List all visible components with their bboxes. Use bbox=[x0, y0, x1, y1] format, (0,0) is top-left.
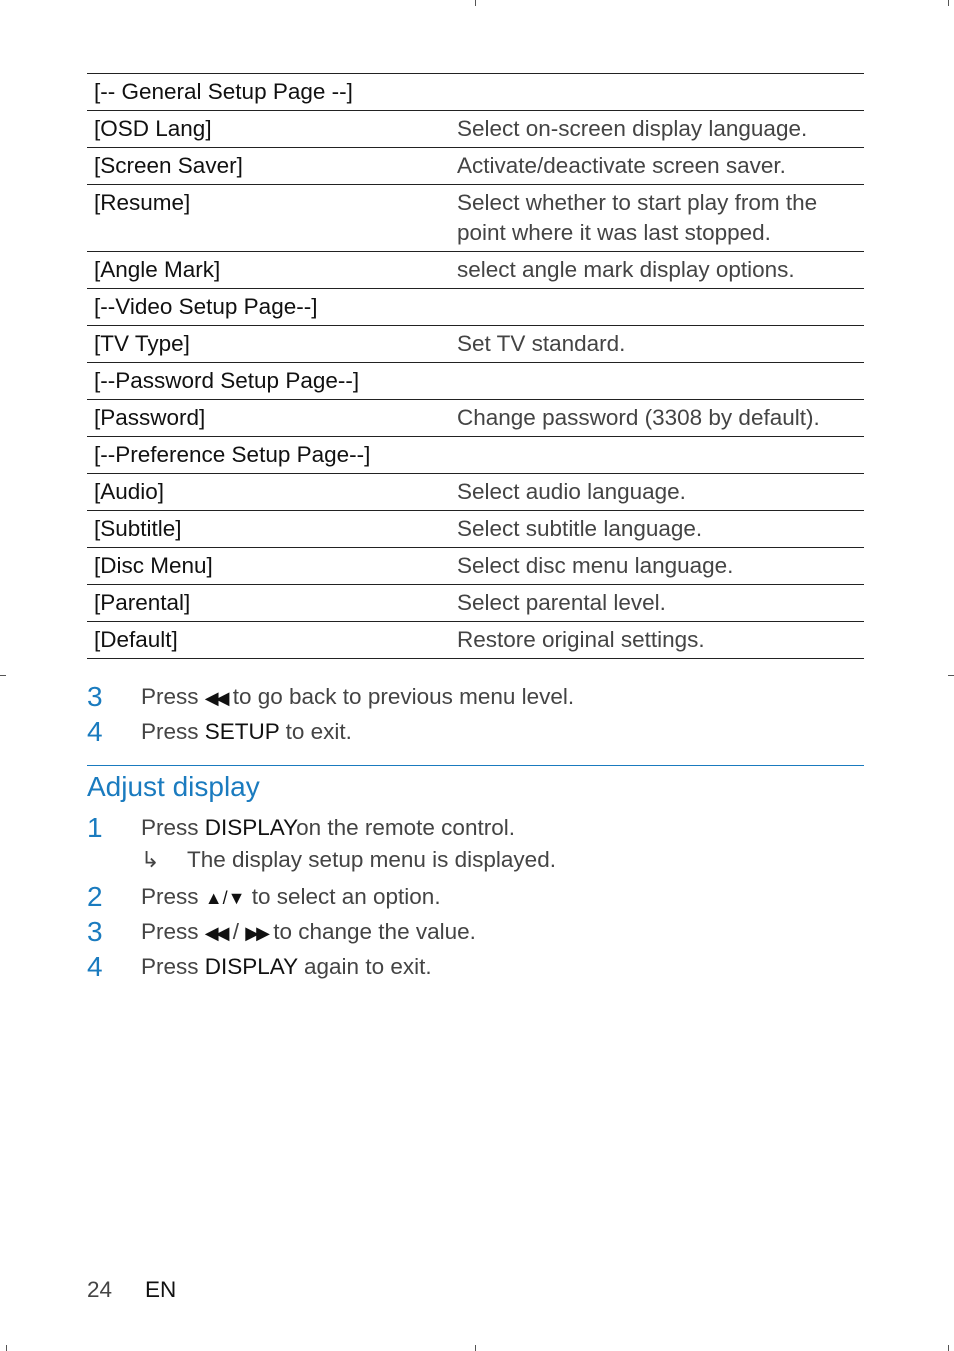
section-divider bbox=[87, 765, 864, 766]
step-4-exit bbox=[87, 715, 887, 749]
step-result bbox=[141, 845, 556, 875]
step-3-back bbox=[87, 680, 887, 714]
step-text bbox=[141, 915, 476, 950]
step-rest: to exit. bbox=[285, 719, 352, 744]
crop-mark bbox=[948, 675, 954, 676]
step-press: Press bbox=[141, 919, 199, 944]
setting-description bbox=[450, 289, 864, 326]
step-number: 3 bbox=[87, 681, 103, 712]
display-key-label: DISPLAY bbox=[204, 815, 297, 840]
step-press: Press bbox=[141, 954, 199, 979]
table-row bbox=[87, 585, 864, 622]
crop-mark bbox=[948, 0, 949, 6]
crop-mark bbox=[475, 0, 476, 6]
step-text bbox=[141, 950, 432, 984]
setting-description bbox=[450, 74, 864, 111]
table-row bbox=[87, 289, 864, 326]
setup-key-label: SETUP bbox=[204, 719, 280, 744]
up-down-arrows-icon: ▲/▼ bbox=[204, 888, 246, 908]
setting-name: [OSD Lang] bbox=[87, 111, 450, 148]
step-number: 4 bbox=[87, 951, 103, 982]
fast-forward-icon: ▶▶ bbox=[245, 923, 267, 943]
step-text bbox=[141, 680, 574, 715]
table-row bbox=[87, 400, 864, 437]
table-row bbox=[87, 148, 864, 185]
result-text: The display setup menu is displayed. bbox=[187, 847, 556, 872]
crop-mark bbox=[6, 1345, 7, 1351]
display-step-4 bbox=[87, 950, 887, 984]
step-rest: to go back to previous menu level. bbox=[232, 684, 575, 709]
setting-description: Select subtitle language. bbox=[450, 511, 864, 548]
step-number: 1 bbox=[87, 812, 103, 843]
setting-description: Select parental level. bbox=[450, 585, 864, 622]
setting-name: [--Video Setup Page--] bbox=[87, 289, 450, 326]
table-row bbox=[87, 511, 864, 548]
table-row bbox=[87, 437, 864, 474]
table-row bbox=[87, 185, 864, 252]
section-heading: Adjust display bbox=[87, 771, 260, 802]
setting-description: Change password (3308 by default). bbox=[450, 400, 864, 437]
step-text bbox=[141, 811, 515, 845]
step-press: Press bbox=[141, 719, 199, 744]
setting-name: [--Password Setup Page--] bbox=[87, 363, 450, 400]
setting-name: [Subtitle] bbox=[87, 511, 450, 548]
step-rest: on the remote control. bbox=[296, 815, 515, 840]
setting-name: [Disc Menu] bbox=[87, 548, 450, 585]
crop-mark bbox=[948, 1345, 949, 1351]
key-separator: / bbox=[232, 919, 239, 944]
step-press: Press bbox=[141, 884, 199, 909]
crop-mark bbox=[0, 675, 6, 676]
setting-description: Restore original settings. bbox=[450, 622, 864, 659]
setting-name: [Audio] bbox=[87, 474, 450, 511]
step-press: Press bbox=[141, 684, 199, 709]
rewind-icon: ◀◀ bbox=[204, 688, 227, 708]
table-row bbox=[87, 548, 864, 585]
setting-description: Select audio language. bbox=[450, 474, 864, 511]
setting-description: Set TV standard. bbox=[450, 326, 864, 363]
language-code: EN bbox=[145, 1277, 177, 1302]
setting-name: [TV Type] bbox=[87, 326, 450, 363]
setting-name: [--Preference Setup Page--] bbox=[87, 437, 450, 474]
display-step-1 bbox=[87, 811, 887, 845]
setting-name: [-- General Setup Page --] bbox=[87, 74, 450, 111]
setting-description: Activate/deactivate screen saver. bbox=[450, 148, 864, 185]
table-row bbox=[87, 622, 864, 659]
table-row bbox=[87, 74, 864, 111]
step-rest: to change the value. bbox=[273, 919, 476, 944]
table-row bbox=[87, 363, 864, 400]
step-text bbox=[141, 715, 352, 749]
step-number: 4 bbox=[87, 716, 103, 747]
table-row bbox=[87, 252, 864, 289]
setting-description: Select on-screen display language. bbox=[450, 111, 864, 148]
setting-name: [Screen Saver] bbox=[87, 148, 450, 185]
setting-description: Select disc menu language. bbox=[450, 548, 864, 585]
setting-description: select angle mark display options. bbox=[450, 252, 864, 289]
step-text bbox=[141, 880, 441, 915]
rewind-icon: ◀◀ bbox=[204, 923, 227, 943]
setting-description bbox=[450, 363, 864, 400]
setting-description: Select whether to start play from the point where it was last stopped. bbox=[450, 185, 864, 252]
setting-name: [Angle Mark] bbox=[87, 252, 450, 289]
step-press: Press bbox=[141, 815, 199, 840]
settings-table bbox=[87, 73, 864, 659]
setting-name: [Resume] bbox=[87, 185, 450, 252]
page-number: 24 bbox=[87, 1277, 113, 1302]
table-row bbox=[87, 326, 864, 363]
setting-name: [Default] bbox=[87, 622, 450, 659]
setting-name: [Password] bbox=[87, 400, 450, 437]
display-step-3 bbox=[87, 915, 887, 949]
table-row bbox=[87, 111, 864, 148]
step-number: 2 bbox=[87, 881, 103, 912]
crop-mark bbox=[475, 1345, 476, 1351]
step-rest: to select an option. bbox=[251, 884, 441, 909]
result-arrow-icon: ↳ bbox=[141, 847, 160, 872]
display-key-label: DISPLAY bbox=[204, 954, 298, 979]
table-row bbox=[87, 474, 864, 511]
display-step-2 bbox=[87, 880, 887, 914]
step-number: 3 bbox=[87, 916, 103, 947]
setting-name: [Parental] bbox=[87, 585, 450, 622]
step-rest: again to exit. bbox=[304, 954, 432, 979]
setting-description bbox=[450, 437, 864, 474]
